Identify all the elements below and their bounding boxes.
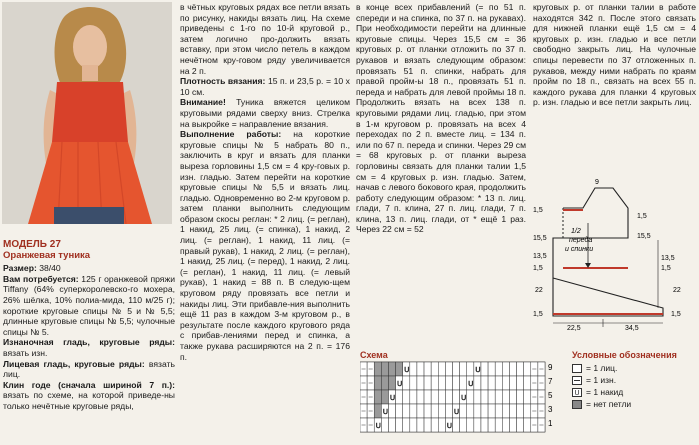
- column-4: [533, 2, 696, 108]
- scheme-grid: [360, 360, 558, 445]
- chart-cell: [524, 390, 531, 404]
- chart-cell: [467, 390, 474, 404]
- chart-cell: [374, 376, 381, 390]
- dimension-label: 1,5: [533, 311, 543, 318]
- paragraph: круговых р. от планки талии в работе находятся 342 п. После этого связать для нижней планки ещё 1,5 см = 4 круговых р. изн. гладью и все петли свободно закрыть лиц. На чулочные спицы перевести по 37 отложенных п. рукавов, между ними набрать по краям пройм по 18 п., связать на всех 55 п. каждого рукава для планки 4 круговых р. изн. гладью и все петли закрыть лиц.: [533, 2, 696, 108]
- chart-cell: [438, 404, 445, 418]
- pattern-label: и спинки: [565, 246, 594, 253]
- chart-cell: [524, 404, 531, 418]
- chart-cell: [374, 362, 381, 376]
- chart-cell: [460, 376, 467, 390]
- chart-cell: [396, 418, 403, 432]
- yarn-over-mark: U: [375, 423, 381, 430]
- paragraph: Лицевая гладь, круговые ряды: вязать лиц.: [3, 358, 175, 380]
- chart-cell: [438, 376, 445, 390]
- chart-cell: [431, 390, 438, 404]
- chart-cell: [517, 390, 524, 404]
- chart-cell: [488, 404, 495, 418]
- chart-cell: [431, 404, 438, 418]
- chart-cell: [381, 418, 388, 432]
- pattern-label: переда: [569, 237, 593, 244]
- chart-cell: [388, 362, 395, 376]
- row-number: 3: [548, 405, 553, 414]
- chart-cell: [445, 376, 452, 390]
- chart-cell: [396, 404, 403, 418]
- chart-cell: [509, 362, 516, 376]
- dimension-label: 1,5: [661, 265, 671, 272]
- chart-cell: [431, 418, 438, 432]
- chart-cell: [453, 376, 460, 390]
- chart-cell: [517, 362, 524, 376]
- yarn-over-mark: U: [382, 409, 388, 416]
- chart-cell: [488, 376, 495, 390]
- chart-cell: [467, 362, 474, 376]
- paragraph: Плотность вязания: 15 п. и 23,5 р. = 10 х 10 см.: [180, 76, 350, 97]
- row-number: 7: [548, 377, 553, 386]
- yarn-over-mark: U: [461, 395, 467, 402]
- scheme-title: Схема: [360, 350, 388, 360]
- yarn-over-icon: U: [572, 388, 582, 397]
- chart-cell: [460, 418, 467, 432]
- chart-cell: [467, 418, 474, 432]
- yarn-over-mark: U: [389, 395, 396, 402]
- chart-cell: [453, 390, 460, 404]
- chart-cell: [381, 376, 388, 390]
- paragraph: Вам потребуется: 125 г оранжевой пряжи Tiffany (64% суперкоролевско-го мохера, 26% шёлка, 10% полиа-мида, 110 м/25 г); короткие круговые спицы № 5 и № 5,5; длинные круговые спицы № 5,5; чулочные спицы № 5.: [3, 273, 175, 337]
- chart-cell: [488, 418, 495, 432]
- chart-cell: [410, 404, 417, 418]
- chart-cell: [524, 376, 531, 390]
- chart-cell: [495, 418, 502, 432]
- yarn-over-mark: U: [468, 381, 474, 388]
- chart-cell: [488, 390, 495, 404]
- dimension-label: 9: [595, 179, 599, 186]
- chart-cell: [396, 390, 403, 404]
- chart-cell: [410, 390, 417, 404]
- chart-cell: [495, 376, 502, 390]
- yarn-over-mark: U: [397, 381, 403, 388]
- chart-cell: [524, 418, 531, 432]
- yarn-over-mark: U: [404, 367, 410, 374]
- dimension-label: 22,5: [567, 325, 581, 332]
- chart-cell: [509, 390, 516, 404]
- chart-cell: [424, 390, 431, 404]
- model-photo-image: [2, 2, 172, 224]
- paragraph: Внимание! Туника вяжется целиком круговыми рядами сверху вниз. Стрелка на выкройке = направление вязания.: [180, 97, 350, 129]
- chart-cell: [403, 390, 410, 404]
- chart-cell: [474, 418, 481, 432]
- dimension-label: 15,5: [533, 235, 547, 242]
- chart-cell: [502, 404, 509, 418]
- model-photo: [2, 2, 172, 224]
- model-number: МОДЕЛЬ 27: [3, 239, 61, 250]
- chart-cell: [431, 362, 438, 376]
- row-number: 5: [548, 391, 553, 400]
- dimension-label: 1,5: [671, 311, 681, 318]
- legend-item: U = 1 накид: [572, 386, 631, 398]
- chart-cell: [460, 362, 467, 376]
- column-1: [3, 240, 175, 412]
- paragraph: в конце всех прибавлений (= по 51 п. спереди и на спинка, по 37 п. на рукавах). При необходимости перейти на длинные круговые спицы. Через 15,5 см = 36 круговых р. от планки отложить по 37 п. рукавов и вязать следующим образом: провязать 51 п. спинки, набрать для правой пройм-ы 18 п., провязать 51 п. переда и набрать для левой проймы 18 п. Продолжить вязать на всех 138 п. круговыми рядами лиц. гладью, при этом в 1-м круговом р. провязать на всех 4 переходах по 2 п. вместе лиц. = 134 п. или по 67 п. переда и спинки. Через 29 см = 68 круговых р. от планки выреза горловины связать для планки талии 1,5 см = 4 круговых р. изн. гладью. Затем, начав с левого бокового края, продолжить работу следующим образом: * 13 п. лиц. глади, 7 п. клина, 27 п. лиц. глади, 7 п. клина, 13 п. лиц. глади, от * ещё 1 раз. Через 22 см = 52: [356, 2, 526, 235]
- chart-cell: [438, 362, 445, 376]
- chart-cell: [509, 404, 516, 418]
- chart-cell: [488, 362, 495, 376]
- pattern-label: 1/2: [571, 228, 581, 235]
- chart-cell: [481, 362, 488, 376]
- chart-cell: [460, 404, 467, 418]
- chart-cell: [374, 404, 381, 418]
- chart-cell: [374, 390, 381, 404]
- chart-cell: [417, 362, 424, 376]
- chart-cell: [445, 362, 452, 376]
- column-2: [180, 2, 350, 362]
- column-3: [356, 2, 526, 235]
- yarn-over-mark: U: [475, 367, 481, 374]
- chart-cell: [417, 390, 424, 404]
- chart-cell: [509, 376, 516, 390]
- chart-cell: [517, 376, 524, 390]
- chart-cell: [481, 390, 488, 404]
- chart-cell: [481, 376, 488, 390]
- pattern-schematic: [533, 178, 697, 343]
- chart-cell: [495, 390, 502, 404]
- chart-cell: [410, 362, 417, 376]
- chart-cell: [417, 376, 424, 390]
- paragraph: Размер: 38/40: [3, 263, 61, 274]
- chart-cell: [388, 418, 395, 432]
- purl-stitch-icon: [572, 376, 582, 385]
- dimension-label: 1,5: [533, 265, 543, 272]
- chart-cell: [403, 418, 410, 432]
- legend: [572, 362, 631, 410]
- yarn-over-mark: U: [454, 409, 460, 416]
- no-stitch-icon: [572, 400, 582, 409]
- chart-cell: [403, 376, 410, 390]
- chart-cell: [445, 390, 452, 404]
- chart-cell: [509, 418, 516, 432]
- dimension-label: 22: [535, 287, 543, 294]
- chart-cell: [424, 362, 431, 376]
- chart-cell: [381, 390, 388, 404]
- chart-cell: [381, 362, 388, 376]
- legend-item: = 1 изн.: [572, 374, 631, 386]
- chart-cell: [495, 404, 502, 418]
- chart-cell: [424, 376, 431, 390]
- chart-cell: [410, 376, 417, 390]
- chart-cell: [453, 418, 460, 432]
- legend-title: Условные обозначения: [572, 350, 677, 360]
- chart-cell: [474, 390, 481, 404]
- chart-cell: [481, 418, 488, 432]
- row-number: 1: [548, 419, 553, 428]
- chart-cell: [502, 418, 509, 432]
- paragraph: Изнаночная гладь, круговые ряды: вязать изн.: [3, 337, 175, 358]
- chart-cell: [474, 404, 481, 418]
- chart-cell: [453, 362, 460, 376]
- chart-cell: [410, 418, 417, 432]
- model-name: Оранжевая туника: [3, 249, 91, 261]
- chart-cell: [388, 376, 395, 390]
- dimension-label: 34,5: [625, 325, 639, 332]
- chart-cell: [431, 376, 438, 390]
- legend-item: = нет петли: [572, 398, 631, 410]
- legend-item: = 1 лиц.: [572, 362, 631, 374]
- chart-cell: [424, 418, 431, 432]
- dimension-label: 1,5: [533, 207, 543, 214]
- paragraph: Клин годе (сначала шириной 7 п.): вязать по схеме, на которой приведе-ны только нечётные круговые ряды,: [3, 379, 175, 411]
- chart-cell: [467, 404, 474, 418]
- chart-cell: [517, 418, 524, 432]
- chart-cell: [502, 362, 509, 376]
- chart-cell: [438, 418, 445, 432]
- yarn-over-mark: U: [446, 423, 452, 430]
- paragraph: Выполнение работы: на короткие круговые спицы № 5 набрать 80 п., заключить в круг и вязать для планки выреза горловины 1,5 см = 4 кру-говых р. изн. гладью. Затем перейти на короткие круговые спицы № 5,5 и вязать лиц. гладью. Одновременно во 2-м круговом р. затем планки выполнить следующим образом скосы реглан: * 2 лиц. (= реглан), 1 накид, 25 лиц. (= спинка), 1 накид, 2 лиц. (= реглан), 1 накид, 11 лиц. (= правый рукав), 1 накид, 2 лиц. (= реглан), 1 накид, 25 лиц. (= перед), 1 накид, 2 лиц. (= реглан), 1 накид, 11 лиц. (= левый рукав), 1 накид = 88 п. В следую-щем круговом ряду провязать все петли и накиды лиц. Эти прибавле-ния выполнить ещё 11 раз в каждом 3-м круговом р., в результате после каждого кругового ряда с прибав-лениями перед и спинка, а также рукава расширяются на 2 п. = 176 п.: [180, 129, 350, 362]
- chart-cell: [396, 362, 403, 376]
- chart-cell: [481, 404, 488, 418]
- dimension-label: 13,5: [533, 253, 547, 260]
- chart-cell: [524, 362, 531, 376]
- chart-cell: [502, 390, 509, 404]
- dimension-label: 13,5: [661, 255, 675, 262]
- chart-cell: [495, 362, 502, 376]
- chart-cell: [417, 418, 424, 432]
- chart-cell: [502, 376, 509, 390]
- paragraph: в чётных круговых рядах все петли вязать по рисунку, накиды вязать лиц. На схеме приведены с 1-го по 10-й круговой р., затем логично про-должить вязать вставку, при этом число петель в каждом нечётном кру-говом ряду увеличивается на 2 п.: [180, 2, 350, 76]
- chart-cell: [417, 404, 424, 418]
- chart-cell: [438, 390, 445, 404]
- chart-cell: [517, 404, 524, 418]
- dimension-label: 15,5: [637, 233, 651, 240]
- pattern-drawing: [533, 178, 697, 343]
- row-number: 9: [548, 363, 553, 372]
- knit-stitch-icon: [572, 364, 582, 373]
- dimension-label: 1,5: [637, 213, 647, 220]
- chart-cell: [424, 404, 431, 418]
- chart-cell: [388, 404, 395, 418]
- dimension-label: 22: [673, 287, 681, 294]
- chart-cell: [445, 404, 452, 418]
- chart-cell: [474, 376, 481, 390]
- chart-cell: [403, 404, 410, 418]
- knitting-chart: [360, 360, 558, 440]
